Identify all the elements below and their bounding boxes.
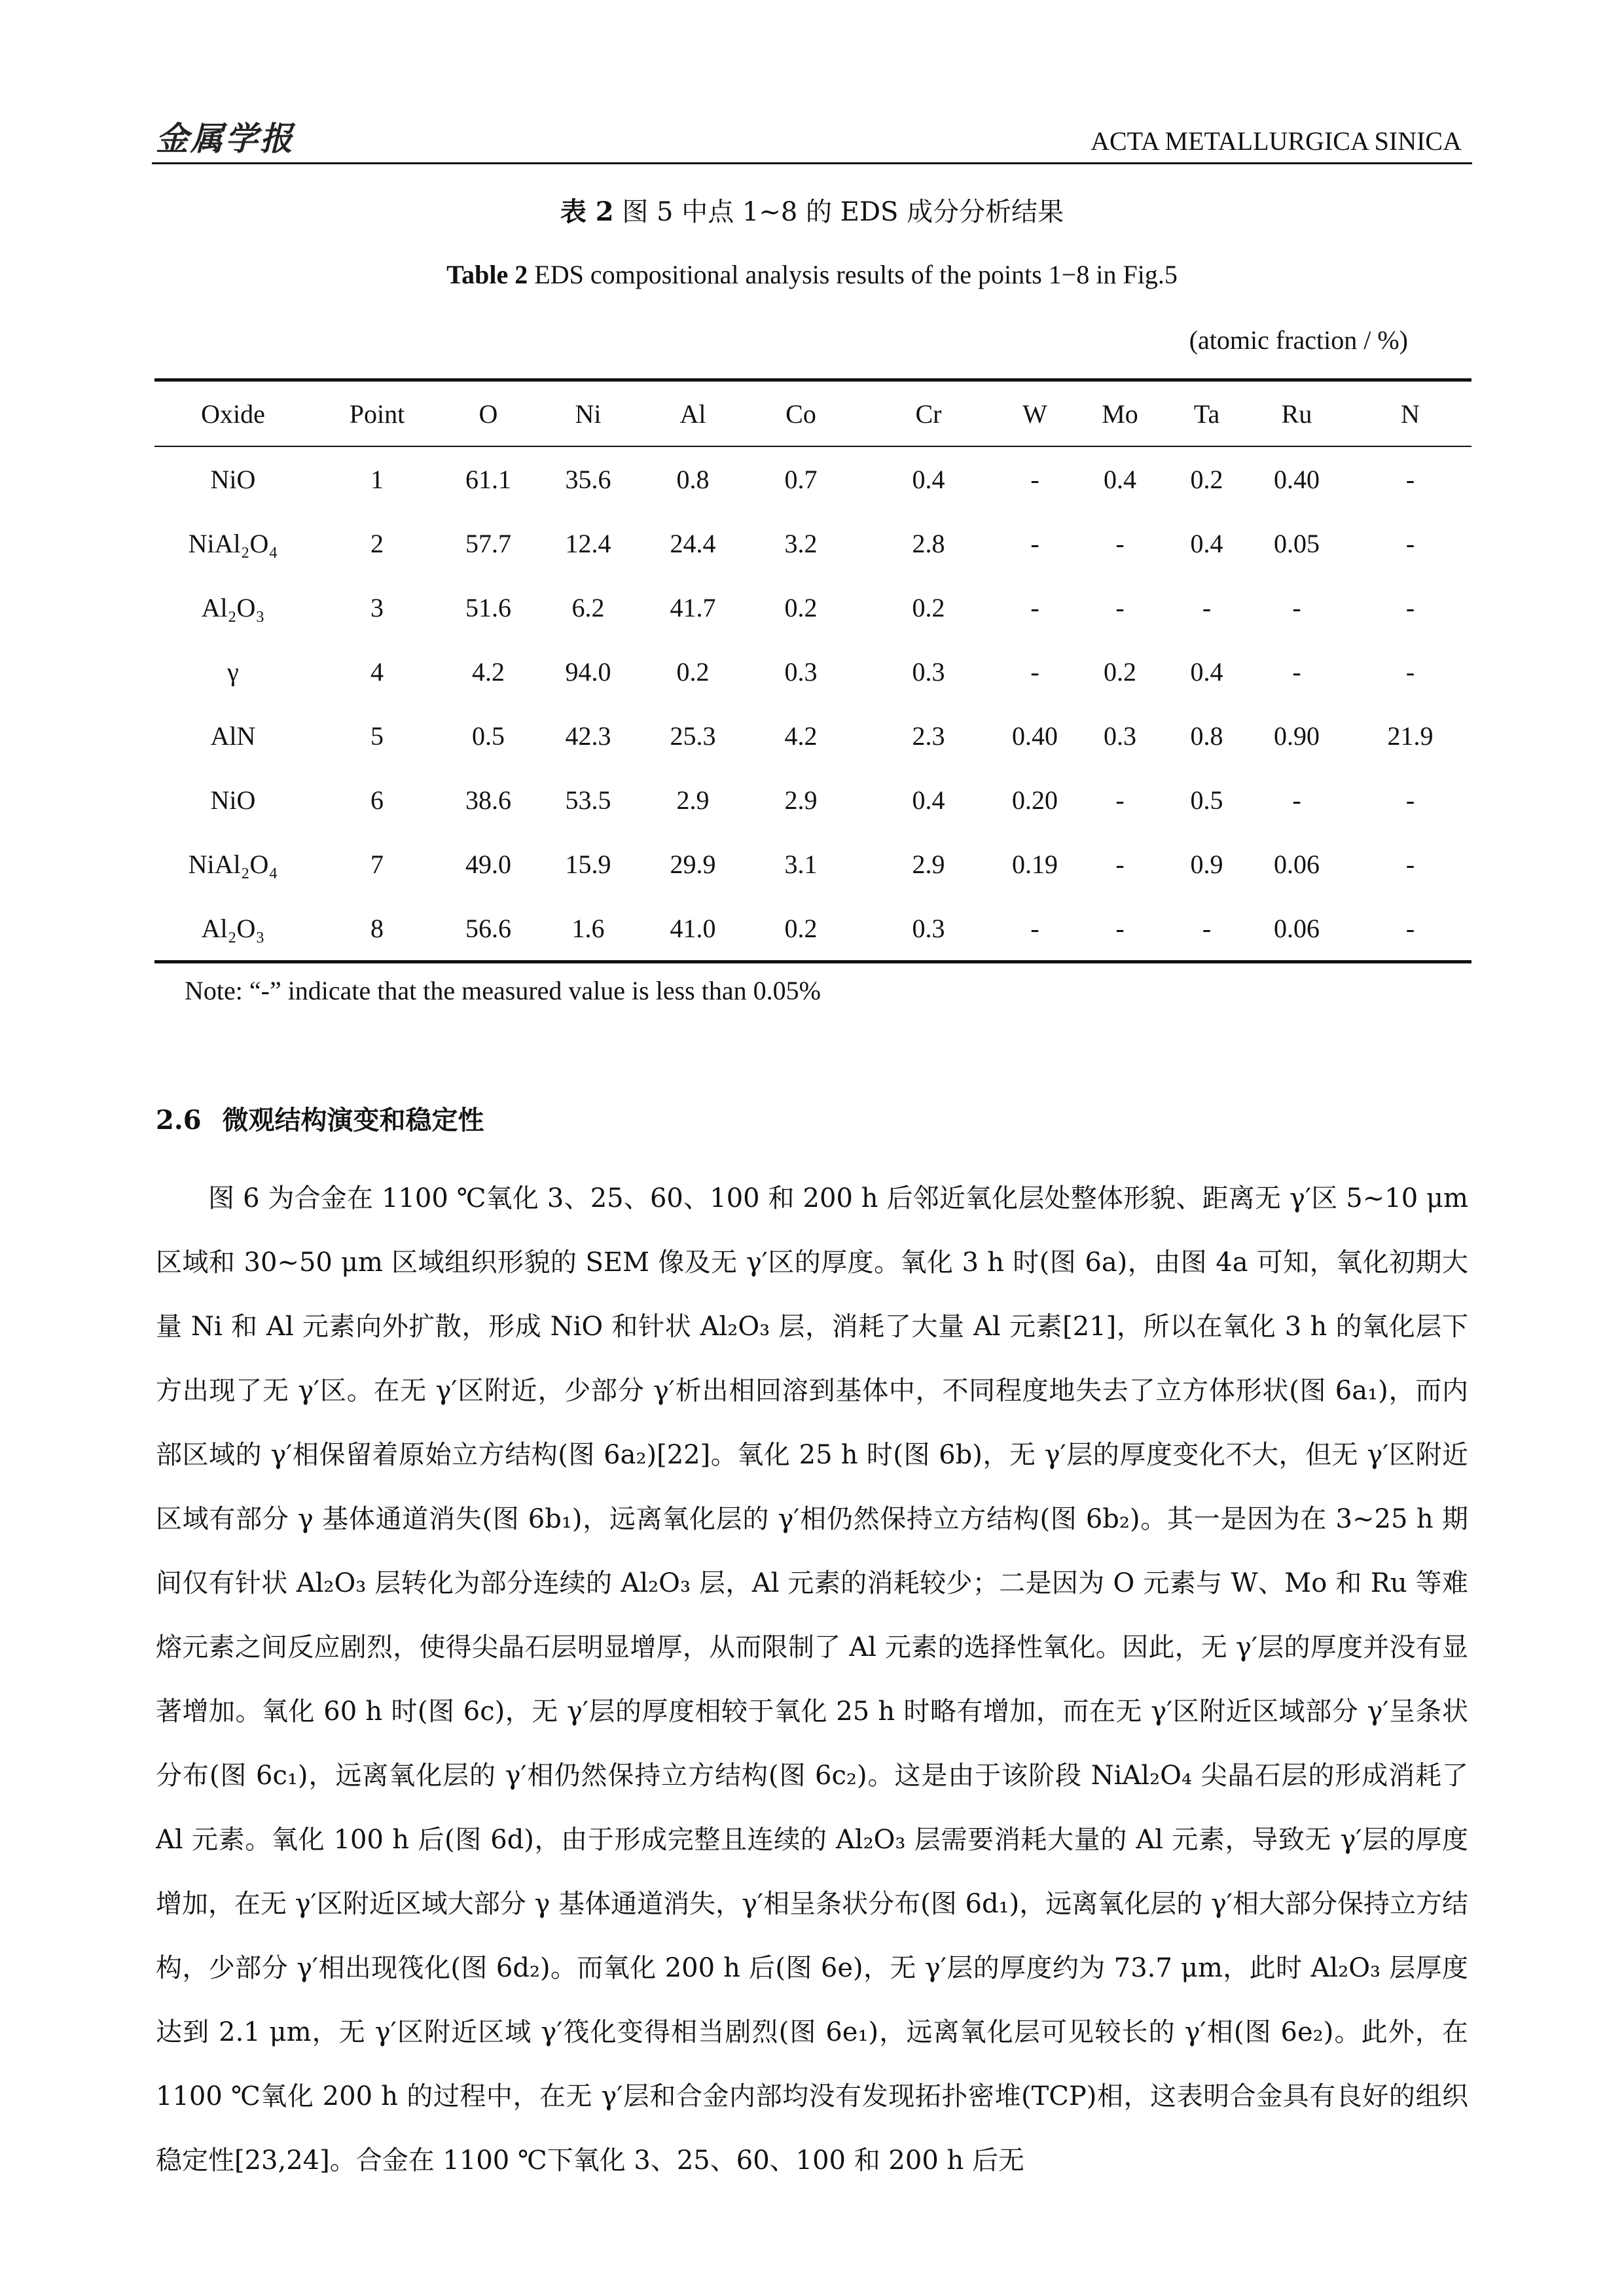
table-cell: 0.06	[1274, 849, 1320, 879]
table-cell: NiAl₂O₄	[188, 849, 278, 879]
table-cell: 35.6	[565, 464, 611, 494]
table-row	[154, 575, 1471, 639]
table-cell: 4.2	[472, 656, 505, 687]
table-cell: 0.3	[1104, 721, 1136, 751]
table-cell: -	[1405, 592, 1415, 622]
table-cell: 4	[370, 656, 384, 687]
table-cell: 2.9	[784, 785, 818, 815]
table-cell: 41.7	[670, 592, 716, 622]
table-cell: 0.06	[1244, 896, 1349, 962]
table-row	[154, 446, 1471, 511]
table-cell: 53.5	[565, 785, 611, 815]
table-cell: 94.0	[565, 656, 611, 687]
column-header: O	[442, 380, 534, 447]
table-cell: -	[1030, 592, 1039, 622]
table-cell: 0.3	[912, 656, 945, 687]
column-header: Mo	[1071, 380, 1169, 447]
table-cell: 0.90	[1274, 721, 1320, 751]
table-cell: 6.2	[571, 592, 605, 622]
table-cell: 2.8	[912, 528, 945, 558]
table-cell: 0.2	[1190, 464, 1223, 494]
table-cell: 7	[370, 849, 384, 879]
table-cell: -	[1169, 896, 1244, 962]
table-cell: 56.6	[442, 896, 534, 962]
table-cell: 5	[370, 721, 384, 751]
table-cell: 0.2	[912, 592, 945, 622]
table-cell: 6	[370, 785, 384, 815]
column-header: Al	[642, 380, 744, 447]
table-cell: 29.9	[670, 849, 716, 879]
table-cell: AlN	[210, 721, 256, 751]
table-cell: 2.9	[912, 849, 945, 879]
table-cell: 8	[312, 896, 442, 962]
table-cell: 0.4	[1104, 464, 1136, 494]
table-cell: -	[1030, 464, 1039, 494]
body-paragraph: 图 6 为合金在 1100 ℃氧化 3、25、60、100 和 200 h 后邻近氧化层处整体形貌、距离无 γ′区 5~10 μm 区域和 30~50 μm 区域组织形貌的 SEM 像及无 γ′区的厚度。氧化 3 h 时(图 6a)，由图 4a 可知，氧化初期大量 Ni 和 Al 元素向外扩散，形成 NiO 和针状 Al₂O₃ 层，消耗了大量 Al 元素[21]，所以在氧化 3 h 的氧化层下方出现了无 γ′区。在无 γ′区附近，少部分 γ′析出相回溶到基体中，不同程度地失去了立方体形状(图 6a₁)，而内部区域的 γ′相保留着原始立方结构(图 6a₂)[22]。氧化 25 h 时(图 6b)，无 γ′层的厚度变化不大，但无 γ′区附近区域有部分 γ 基体通道消失(图 6b₁)，远离氧化层的 γ′相仍然保持立方结构(图 6b₂)。其一是因为在 3~25 h 期间仅有针状 Al₂O₃ 层转化为部分连续的 Al₂O₃ 层，Al 元素的消耗较少；二是因为 O 元素与 W、Mo 和 Ru 等难熔元素之间反应剧烈，使得尖晶石层明显增厚，从而限制了 Al 元素的选择性氧化。因此，无 γ′层的厚度并没有显著增加。氧化 60 h 时(图 6c)，无 γ′层的厚度相较于氧化 25 h 时略有增加，而在无 γ′区附近区域部分 γ′呈条状分布(图 6c₁)，远离氧化层的 γ′相仍然保持立方结构(图 6c₂)。这是由于该阶段 NiAl₂O₄ 尖晶石层的形成消耗了 Al 元素。氧化 100 h 后(图 6d)，由于形成完整且连续的 Al₂O₃ 层需要消耗大量的 Al 元素，导致无 γ′层的厚度增加，在无 γ′区附近区域大部分 γ 基体通道消失，γ′相呈条状分布(图 6d₁)，远离氧化层的 γ′相大部分保持立方结构，少部分 γ′相出现筏化(图 6d₂)。而氧化 200 h 后(图 6e)，无 γ′层的厚度约为 73.7 μm，此时 Al₂O₃ 层厚度达到 2.1 μm，无 γ′区附近区域 γ′筏化变得相当剧烈(图 6e₁)，远离氧化层可见较长的 γ′相(图 6e₂)。此外，在 1100 ℃氧化 200 h 的过程中，在无 γ′层和合金内部均没有发现拓扑密堆(TCP)相，这表明合金具有良好的组织稳定性[23,24]。合金在 1100 ℃下氧化 3、25、60、100 和 200 h 后无	[156, 1183, 1468, 2176]
table-cell: 38.6	[465, 785, 511, 815]
table-cell: 2	[370, 528, 384, 558]
table-caption-en	[0, 259, 1624, 290]
table-cell: 0.4	[912, 785, 945, 815]
caption-cn-text: 图 5 中点 1~8 的 EDS 成分分析结果	[622, 197, 1064, 227]
table-cell: -	[1349, 896, 1471, 962]
table-cell: 0.40	[1012, 721, 1058, 751]
table-cell: 0.4	[1190, 656, 1223, 687]
column-header: Oxide	[154, 380, 312, 447]
table-cell: -	[1292, 656, 1301, 687]
table-cell: -	[1115, 785, 1125, 815]
table-cell: 15.9	[565, 849, 611, 879]
table-cell: 0.3	[784, 656, 818, 687]
table-cell: 42.3	[565, 721, 611, 751]
table-cell: 0.4	[912, 464, 945, 494]
table-row	[154, 896, 1471, 962]
journal-name: ACTA METALLURGICA SINICA	[1091, 126, 1462, 156]
table-cell: 3	[370, 592, 384, 622]
table-cell: -	[1115, 849, 1125, 879]
table-cell: -	[1202, 592, 1212, 622]
column-header: Co	[744, 380, 858, 447]
table-cell: -	[1292, 592, 1301, 622]
table-cell: 0.2	[744, 896, 858, 962]
table-cell: 3.2	[784, 528, 818, 558]
table-note: Note: “-” indicate that the measured value is less than 0.05%	[185, 976, 821, 1005]
table-body	[154, 446, 1471, 962]
table-row	[154, 511, 1471, 575]
table-cell: -	[1115, 528, 1125, 558]
table-cell: -	[1071, 896, 1169, 962]
table-cell: Al₂O₃	[154, 896, 312, 962]
table-cell: -	[1405, 849, 1415, 879]
table-header-row	[154, 380, 1471, 447]
table-row	[154, 768, 1471, 832]
table-cell: 21.9	[1387, 721, 1434, 751]
table-cell: 49.0	[465, 849, 511, 879]
table-cell: 2.3	[912, 721, 945, 751]
table-cell: 2.9	[676, 785, 710, 815]
table-cell: 0.8	[676, 464, 710, 494]
section-number: 2.6	[156, 1105, 202, 1136]
table-cell: 0.2	[1104, 656, 1136, 687]
table-cell: 0.2	[784, 592, 818, 622]
table-row	[154, 704, 1471, 768]
table-cell: NiAl₂O₄	[188, 528, 278, 558]
table-cell: 0.2	[676, 656, 710, 687]
table-cell: 57.7	[465, 528, 511, 558]
table-cell: 0.9	[1190, 849, 1223, 879]
table-cell: 0.5	[1190, 785, 1223, 815]
table-cell: 4.2	[784, 721, 818, 751]
table-cell: 0.19	[1012, 849, 1058, 879]
table-cell: 25.3	[670, 721, 716, 751]
column-header: Cr	[858, 380, 999, 447]
table-unit: (atomic fraction / %)	[1189, 325, 1408, 355]
column-header: N	[1349, 380, 1471, 447]
table-cell: -	[1030, 656, 1039, 687]
column-header: Ru	[1244, 380, 1349, 447]
table-cell: 0.4	[1190, 528, 1223, 558]
table-cell: 0.3	[858, 896, 999, 962]
table-cell: 0.20	[1012, 785, 1058, 815]
table-cell: 0.5	[472, 721, 505, 751]
column-header: W	[999, 380, 1071, 447]
table-cell: γ	[227, 656, 239, 687]
table-cell: -	[999, 896, 1071, 962]
table-caption-cn	[0, 191, 1624, 228]
column-header: Point	[312, 380, 442, 447]
section-heading	[156, 1100, 484, 1137]
column-header: Ni	[534, 380, 642, 447]
table-cell: -	[1405, 785, 1415, 815]
table-cell: 51.6	[465, 592, 511, 622]
table-cell: 3.1	[784, 849, 818, 879]
journal-logo: 金属学报	[156, 119, 295, 158]
table-cell: 1	[370, 464, 384, 494]
table-cell: 12.4	[565, 528, 611, 558]
table-cell: -	[1030, 528, 1039, 558]
column-header: Ta	[1169, 380, 1244, 447]
table-cell: Al₂O₃	[201, 592, 265, 622]
table-cell: 1.6	[534, 896, 642, 962]
table-cell: -	[1405, 656, 1415, 687]
table-cell: NiO	[210, 464, 256, 494]
header-rule	[152, 162, 1472, 164]
table-cell: 0.7	[784, 464, 818, 494]
caption-en-text: EDS compositional analysis results of the points 1−8 in Fig.5	[534, 260, 1178, 289]
table-cell: -	[1405, 464, 1415, 494]
table-cell: -	[1292, 785, 1301, 815]
table-cell: -	[1115, 592, 1125, 622]
table-row	[154, 639, 1471, 704]
caption-cn-label: 表 2	[560, 196, 614, 227]
table-cell: 24.4	[670, 528, 716, 558]
eds-table	[154, 378, 1471, 963]
section-title: 微观结构演变和稳定性	[222, 1105, 484, 1136]
table-cell: NiO	[210, 785, 256, 815]
table-cell: 61.1	[465, 464, 511, 494]
table-cell: 0.8	[1190, 721, 1223, 751]
table-row	[154, 832, 1471, 896]
table-cell: 41.0	[642, 896, 744, 962]
table-cell: 0.40	[1274, 464, 1320, 494]
caption-en-label: Table 2	[446, 260, 528, 289]
table-cell: 0.05	[1274, 528, 1320, 558]
table-cell: -	[1405, 528, 1415, 558]
